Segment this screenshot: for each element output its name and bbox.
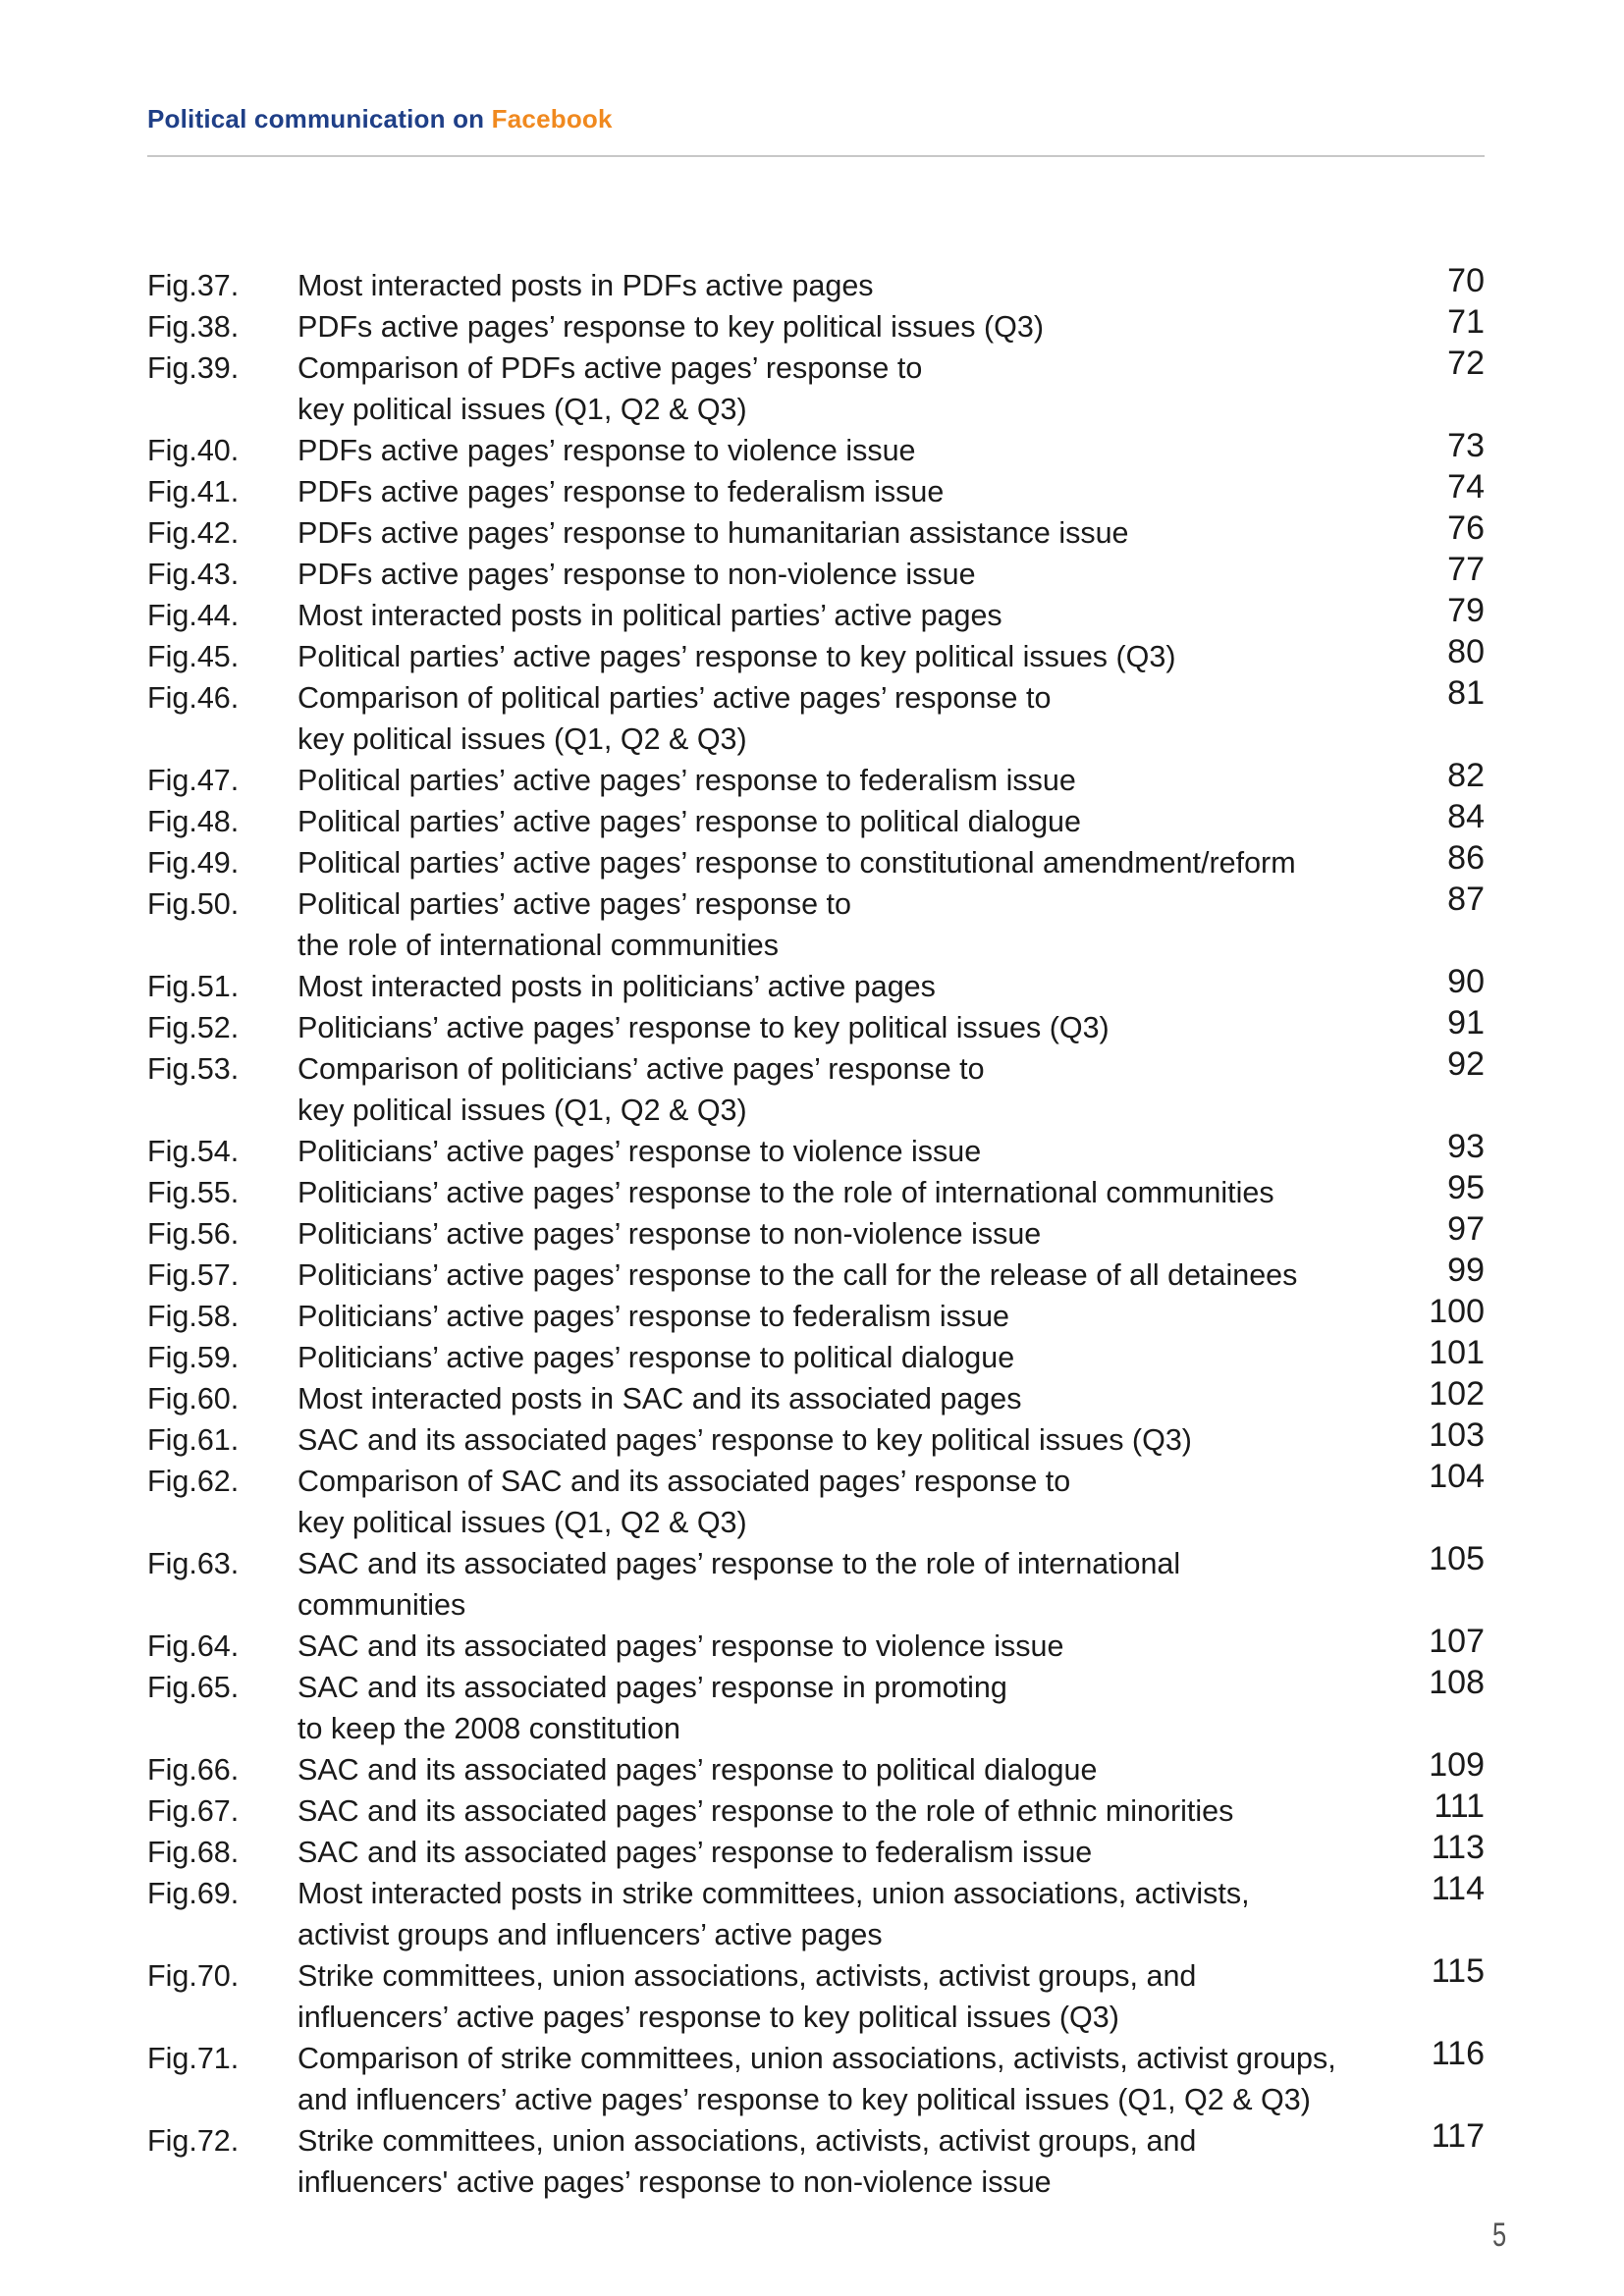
- figure-page-number: 86: [1447, 839, 1485, 877]
- figure-title: Most interacted posts in political parties’ active pages: [298, 599, 1002, 632]
- figure-number: Fig.63.: [147, 1547, 240, 1580]
- figure-page-number: 70: [1447, 262, 1485, 299]
- figure-page-number: 99: [1447, 1252, 1485, 1289]
- figure-number: Fig.72.: [147, 2124, 240, 2158]
- figure-title: Politicians’ active pages’ response to the role of international communities: [298, 1176, 1274, 1209]
- figure-page-number: 104: [1429, 1458, 1485, 1495]
- figure-entry[interactable]: [147, 1664, 1485, 1749]
- figure-entry[interactable]: [147, 1169, 1485, 1213]
- figure-entry[interactable]: [147, 262, 1485, 306]
- figure-title: Political parties’ active pages’ response to federalism issue: [298, 764, 1076, 797]
- figure-title: PDFs active pages’ response to violence issue: [298, 434, 916, 467]
- figure-entry[interactable]: [147, 1293, 1485, 1337]
- figure-title: SAC and its associated pages’ response to key political issues (Q3): [298, 1423, 1192, 1457]
- figure-number: Fig.37.: [147, 269, 240, 302]
- figure-page-number: 108: [1429, 1664, 1485, 1701]
- figure-title: Politicians’ active pages’ response to key political issues (Q3): [298, 1011, 1110, 1044]
- figure-entry[interactable]: [147, 592, 1485, 636]
- figure-entry[interactable]: [147, 347, 1485, 430]
- figure-entry[interactable]: [147, 1210, 1485, 1255]
- header-title-main: Political communication on: [147, 104, 492, 133]
- figure-entry[interactable]: [147, 1045, 1485, 1131]
- figure-page-number: 87: [1447, 881, 1485, 918]
- figure-number: Fig.43.: [147, 558, 240, 591]
- figure-entry[interactable]: [147, 427, 1485, 471]
- figure-title: Politicians’ active pages’ response to federalism issue: [298, 1300, 1010, 1333]
- figure-page-number: 91: [1447, 1004, 1485, 1041]
- figure-title: Strike committees, union associations, activists, activist groups, and influencers’ active pages’ response to key political issues (Q3): [298, 1959, 1197, 2034]
- figure-entry[interactable]: [147, 1252, 1485, 1296]
- figure-entry[interactable]: [147, 551, 1485, 595]
- figure-number: Fig.65.: [147, 1671, 240, 1704]
- figure-entry[interactable]: [147, 2117, 1485, 2203]
- figure-entry[interactable]: [147, 1790, 1485, 1832]
- figure-page-number: 109: [1429, 1746, 1485, 1784]
- figure-entry[interactable]: [147, 1623, 1485, 1667]
- figure-page-number: 105: [1429, 1540, 1485, 1577]
- figure-number: Fig.38.: [147, 310, 240, 344]
- figure-title: SAC and its associated pages’ response to the role of ethnic minorities: [298, 1794, 1234, 1828]
- figure-page-number: 77: [1447, 551, 1485, 588]
- figure-page-number: 107: [1429, 1623, 1485, 1660]
- figure-page-number: 101: [1429, 1334, 1485, 1371]
- figure-title: SAC and its associated pages’ response in promoting to keep the 2008 constitution: [298, 1671, 1007, 1745]
- figure-number: Fig.69.: [147, 1877, 240, 1910]
- figure-entry[interactable]: [147, 468, 1485, 512]
- page-number: 5: [1492, 2216, 1507, 2254]
- figure-page-number: 100: [1429, 1293, 1485, 1330]
- header-title-brand: Facebook: [491, 104, 613, 133]
- figure-entry[interactable]: [147, 1540, 1485, 1626]
- list-of-figures: [147, 262, 1485, 2203]
- figure-title: Political parties’ active pages’ response to key political issues (Q3): [298, 640, 1176, 673]
- figure-number: Fig.40.: [147, 434, 240, 467]
- figure-number: Fig.52.: [147, 1011, 240, 1044]
- figure-page-number: 92: [1447, 1045, 1485, 1083]
- figure-title: PDFs active pages’ response to humanitarian assistance issue: [298, 516, 1129, 550]
- figure-title: Politicians’ active pages’ response to violence issue: [298, 1135, 982, 1168]
- figure-title: PDFs active pages’ response to key political issues (Q3): [298, 310, 1044, 344]
- figure-number: Fig.61.: [147, 1423, 240, 1457]
- figure-number: Fig.41.: [147, 475, 240, 508]
- figure-title: SAC and its associated pages’ response to federalism issue: [298, 1836, 1093, 1869]
- figure-entry[interactable]: [147, 1128, 1485, 1172]
- figure-page-number: 81: [1447, 674, 1485, 712]
- figure-number: Fig.49.: [147, 846, 240, 880]
- figure-page-number: 80: [1447, 633, 1485, 670]
- figure-title: Comparison of SAC and its associated pages’ response to key political issues (Q1, Q2 & Q3): [298, 1465, 1071, 1539]
- figure-entry[interactable]: [147, 1004, 1485, 1048]
- figure-page-number: 84: [1447, 798, 1485, 835]
- figure-number: Fig.64.: [147, 1629, 240, 1663]
- figure-number: Fig.50.: [147, 887, 240, 921]
- figure-entry[interactable]: [147, 1829, 1485, 1873]
- figure-title: SAC and its associated pages’ response to the role of international communities: [298, 1547, 1181, 1622]
- figure-entry[interactable]: [147, 798, 1485, 842]
- figure-entry[interactable]: [147, 963, 1485, 1007]
- figure-number: Fig.56.: [147, 1217, 240, 1251]
- figure-page-number: 111: [1434, 1788, 1485, 1825]
- figure-entry[interactable]: [147, 509, 1485, 554]
- figure-entry[interactable]: [147, 1458, 1485, 1543]
- figure-entry[interactable]: [147, 633, 1485, 677]
- figure-title: Politicians’ active pages’ response to non-violence issue: [298, 1217, 1042, 1251]
- figure-page-number: 102: [1429, 1375, 1485, 1413]
- figure-title: Strike committees, union associations, activists, activist groups, and influencers' active pages’ response to non-violence issue: [298, 2124, 1197, 2199]
- figure-title: Political parties’ active pages’ response to constitutional amendment/reform: [298, 846, 1296, 880]
- figure-page-number: 71: [1447, 303, 1485, 341]
- figure-number: Fig.67.: [147, 1794, 240, 1828]
- figure-title: Comparison of strike committees, union associations, activists, activist groups, and influencers’ active pages’ response to key political issues (Q1, Q2 & Q3): [298, 2042, 1336, 2116]
- figure-number: Fig.60.: [147, 1382, 240, 1415]
- figure-page-number: 90: [1447, 963, 1485, 1000]
- figure-number: Fig.53.: [147, 1052, 240, 1086]
- figure-title: PDFs active pages’ response to federalism issue: [298, 475, 945, 508]
- figure-page-number: 103: [1429, 1416, 1485, 1454]
- figure-number: Fig.42.: [147, 516, 240, 550]
- figure-page-number: 82: [1447, 757, 1485, 794]
- figure-number: Fig.39.: [147, 351, 240, 385]
- figure-title: Most interacted posts in SAC and its associated pages: [298, 1382, 1022, 1415]
- figure-number: Fig.55.: [147, 1176, 240, 1209]
- figure-entry[interactable]: [147, 2035, 1485, 2120]
- figure-page-number: 113: [1431, 1829, 1485, 1866]
- figure-number: Fig.59.: [147, 1341, 240, 1374]
- figure-page-number: 73: [1447, 427, 1485, 464]
- figure-number: Fig.70.: [147, 1959, 240, 1993]
- figure-title: Most interacted posts in strike committees, union associations, activists, activist groups and influencers’ active pages: [298, 1877, 1250, 1951]
- figure-page-number: 116: [1431, 2035, 1485, 2072]
- figure-number: Fig.54.: [147, 1135, 240, 1168]
- figure-number: Fig.44.: [147, 599, 240, 632]
- figure-title: PDFs active pages’ response to non-violence issue: [298, 558, 976, 591]
- figure-entry[interactable]: [147, 674, 1485, 760]
- figure-entry[interactable]: [147, 1375, 1485, 1419]
- figure-number: Fig.45.: [147, 640, 240, 673]
- figure-number: Fig.57.: [147, 1258, 240, 1292]
- figure-page-number: 114: [1431, 1870, 1485, 1907]
- figure-number: Fig.58.: [147, 1300, 240, 1333]
- figure-page-number: 115: [1431, 1952, 1485, 1990]
- figure-page-number: 93: [1447, 1128, 1485, 1165]
- figure-entry[interactable]: [147, 303, 1485, 347]
- figure-number: Fig.71.: [147, 2042, 240, 2075]
- figure-entry[interactable]: [147, 1416, 1485, 1461]
- figure-title: Political parties’ active pages’ response to political dialogue: [298, 805, 1081, 838]
- figure-number: Fig.46.: [147, 681, 240, 715]
- figure-entry[interactable]: [147, 1952, 1485, 2038]
- figure-page-number: 95: [1447, 1169, 1485, 1206]
- figure-entry[interactable]: [147, 839, 1485, 883]
- figure-title: Comparison of politicians’ active pages’ response to key political issues (Q1, Q2 & Q3): [298, 1052, 985, 1127]
- figure-page-number: 74: [1447, 468, 1485, 506]
- figure-title: SAC and its associated pages’ response to violence issue: [298, 1629, 1064, 1663]
- figure-page-number: 97: [1447, 1210, 1485, 1248]
- running-header: [147, 104, 613, 134]
- figure-title: SAC and its associated pages’ response to political dialogue: [298, 1753, 1098, 1787]
- header-divider: [147, 155, 1485, 157]
- figure-title: Most interacted posts in politicians’ active pages: [298, 970, 936, 1003]
- figure-number: Fig.51.: [147, 970, 240, 1003]
- figure-number: Fig.47.: [147, 764, 240, 797]
- figure-number: Fig.68.: [147, 1836, 240, 1869]
- figure-entry[interactable]: [147, 883, 1485, 966]
- figure-page-number: 117: [1431, 2117, 1485, 2155]
- figure-number: Fig.48.: [147, 805, 240, 838]
- figure-page-number: 76: [1447, 509, 1485, 547]
- figure-entry[interactable]: [147, 757, 1485, 801]
- figure-entry[interactable]: [147, 1746, 1485, 1790]
- figure-title: Comparison of PDFs active pages’ response to key political issues (Q1, Q2 & Q3): [298, 351, 923, 426]
- figure-page-number: 79: [1447, 592, 1485, 629]
- figure-title: Most interacted posts in PDFs active pages: [298, 269, 874, 302]
- figure-entry[interactable]: [147, 1334, 1485, 1378]
- figure-title: Politicians’ active pages’ response to political dialogue: [298, 1341, 1015, 1374]
- figure-entry[interactable]: [147, 1870, 1485, 1955]
- figure-number: Fig.66.: [147, 1753, 240, 1787]
- figure-page-number: 72: [1447, 345, 1485, 382]
- figure-title: Comparison of political parties’ active pages’ response to key political issues (Q1, Q2 & Q3): [298, 681, 1052, 756]
- figure-title: Political parties’ active pages’ response to the role of international communities: [298, 887, 851, 962]
- figure-number: Fig.62.: [147, 1465, 240, 1498]
- figure-title: Politicians’ active pages’ response to the call for the release of all detainees: [298, 1258, 1298, 1292]
